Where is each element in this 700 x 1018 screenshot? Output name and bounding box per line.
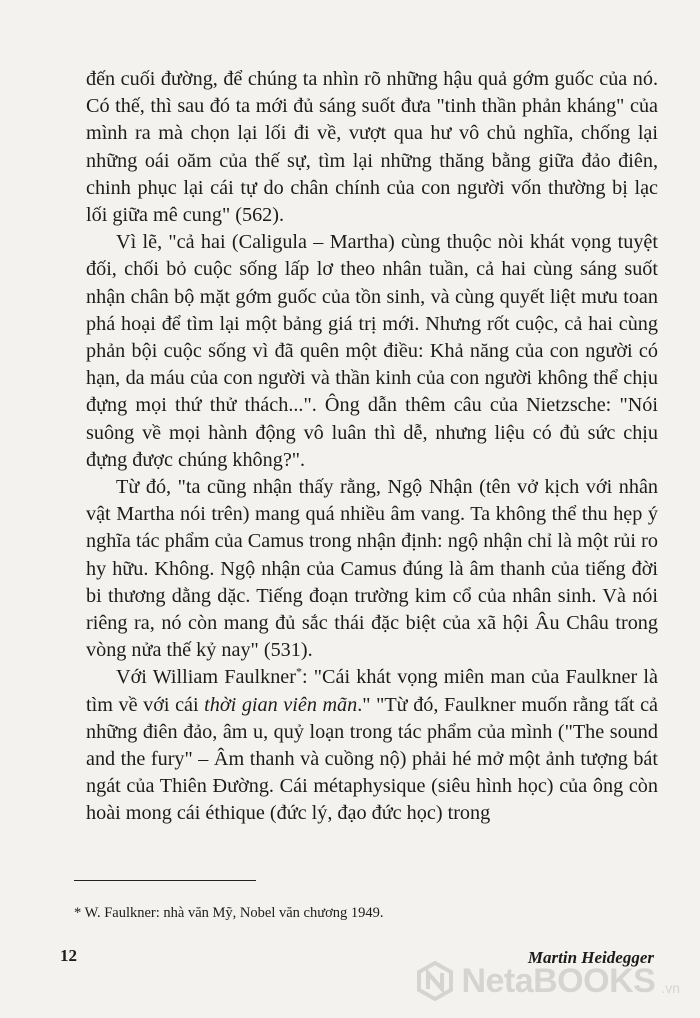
text-run: : "Cái khát vọng miên man của Faulkner là tìm về với cái: [86, 666, 658, 716]
netabooks-logo-icon: [415, 961, 455, 1001]
text-run: Từ đó, "ta cũng nhận thấy rằng, Ngộ Nhận (tên vở kịch với nhân vật Martha nói trên) mang quá nhiều âm vang. Ta không thể thu hẹp ý nghĩa tác phẩm của Camus trong nhận định: ngộ nhận chỉ là một rủi ro hy hữu. Không. Ngộ nhận của Camus đúng là âm thanh của tiếng đời bi thương dằng dặc. Tiếng đoạn trường kim cổ của nhân sinh. Và nói riêng ra, nó còn mang đủ sắc thái đặc biệt của xã hội Âu Châu trong vòng nửa thế kỷ nay" (531).: [86, 476, 658, 662]
text-run: ." "Từ đó, Faulkner muốn rằng tất cả những điên đảo, âm u, quỷ loạn trong tác phẩm của mình ("The sound and the fury" – Âm thanh và cuồng nộ) phải hé mở một ảnh tượng bát ngát của Thiên Đường. Cái métaphysique (siêu hình học) của ông còn hoài mong cái éthique (đức lý, đạo đức học) trong: [86, 693, 658, 825]
text-run: Vì lẽ, "cả hai (Caligula – Martha) cùng thuộc nòi khát vọng tuyệt đối, chối bỏ cuộc sống lấp lơ theo nhân tuần, cả hai cùng sáng suốt nhận chân bộ mặt gớm guốc của tồn sinh, và cùng quyết liệt mưu toan phá hoại để tìm lại một bảng giá trị mới. Nhưng rốt cuộc, cả hai cùng phản bội cuộc sống vì đã quên một điều: Khả năng của con người có hạn, da máu của con người và thần kinh của con người không thể chịu đựng mọi thứ thử thách...". Ông dẫn thêm câu của Nietzsche: "Nói suông về mọi hành động vô luân thì dễ, nhưng liệu có đủ sức chịu đựng được chúng không?".: [86, 231, 658, 471]
running-head: Martin Heidegger: [527, 948, 654, 967]
footnote-marker: *: [295, 664, 302, 679]
paragraph: [86, 229, 658, 474]
watermark-brand: NetaBOOKS: [461, 961, 656, 1000]
watermark: [415, 960, 680, 1002]
watermark-suffix: .vn: [661, 980, 680, 996]
paragraph: [86, 474, 658, 664]
paragraph: [86, 664, 658, 827]
text-run: Với William Faulkner: [116, 666, 296, 689]
page-number: 12: [60, 946, 77, 965]
paragraph: [86, 66, 658, 229]
italic-text: thời gian viên mãn: [204, 693, 358, 716]
footnote-divider: [74, 880, 256, 881]
text-run: đến cuối đường, để chúng ta nhìn rõ những hậu quả gớm guốc của nó. Có thế, thì sau đó ta mới đủ sáng suốt đưa "tinh thần phản kháng" của mình ra mà chọn lại lối đi về, vượt qua hư vô chủ nghĩa, chống lại những oái oăm của thế sự, tìm lại những thăng bằng giữa đảo điên, chinh phục lại cái tự do chân chính của con người vốn thường bị lạc lối giữa mê cung" (562).: [86, 68, 658, 227]
footnote: [74, 904, 654, 922]
body-text: [86, 66, 658, 828]
footnote-text: * W. Faulkner: nhà văn Mỹ, Nobel văn chương 1949.: [74, 905, 384, 921]
